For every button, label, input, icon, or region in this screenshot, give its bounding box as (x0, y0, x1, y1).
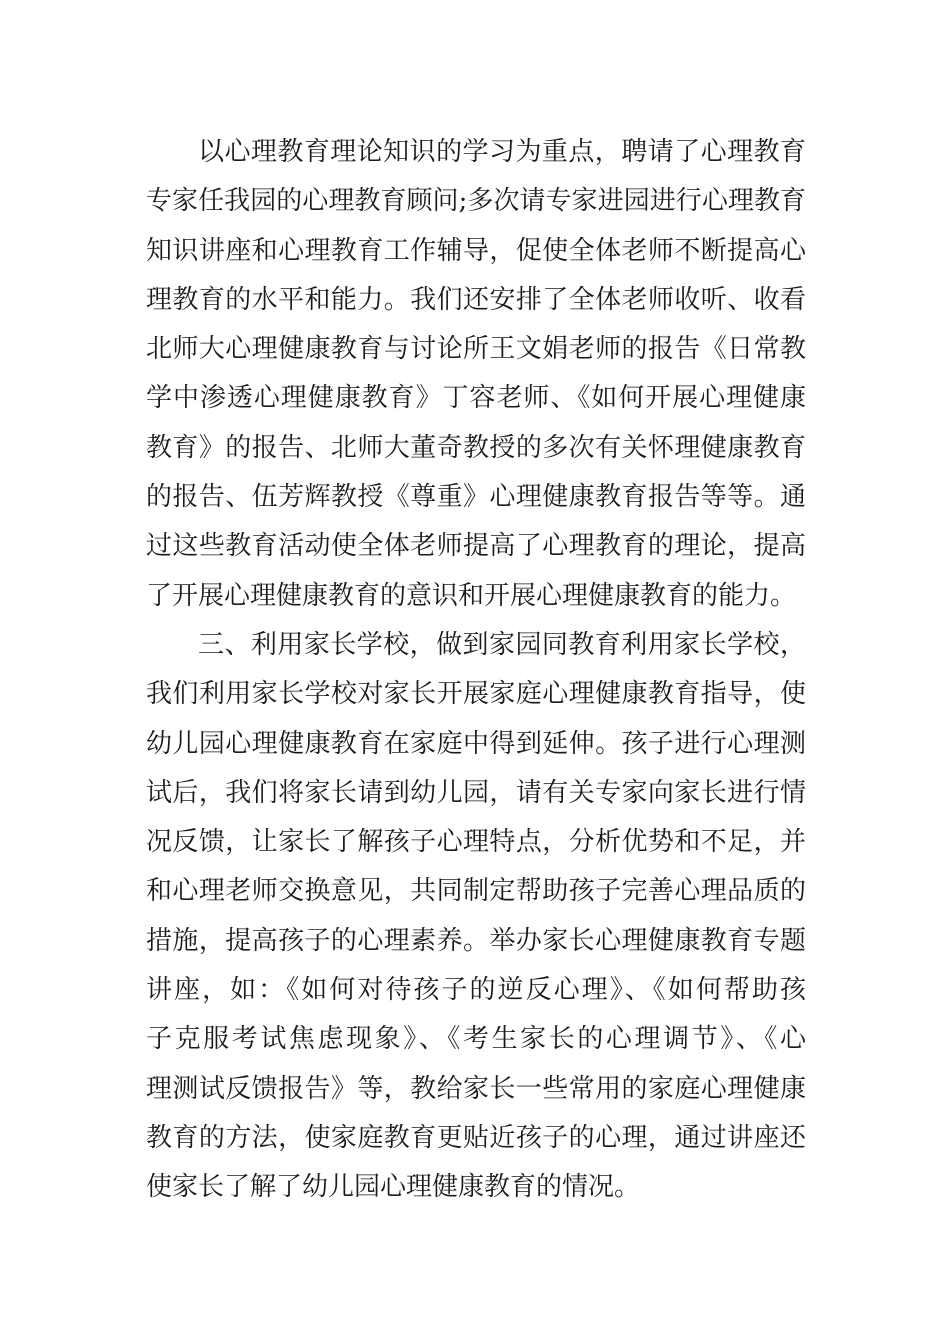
paragraph-line: 以心理教育理论知识的学习为重点，聘请了心理教育 (198, 137, 806, 167)
paragraph-line: 过这些教育活动使全体老师提高了心理教育的理论，提高 (146, 531, 806, 562)
paragraph-line: 三、利用家长学校，做到家园同教育利用家长学校， (198, 629, 806, 660)
paragraph-line: 使家长了解了幼儿园心理健康教育的情况。 (146, 1172, 641, 1203)
paragraph-line: 知识讲座和心理教育工作辅导，促使全体老师不断提高心 (146, 235, 806, 266)
paragraph-line: 教育的方法，使家庭教育更贴近孩子的心理，通过讲座还 (146, 1122, 806, 1153)
paragraph-line: 和心理老师交换意见，共同制定帮助孩子完善心理品质的 (146, 876, 806, 907)
paragraph-2 (146, 621, 806, 1213)
paragraph-line: 理教育的水平和能力。我们还安排了全体老师收听、收看 (146, 284, 806, 315)
paragraph-line: 学中渗透心理健康教育》丁容老师、《如何开展心理健康 (146, 383, 806, 414)
paragraph-line: 我们利用家长学校对家长开展家庭心理健康教育指导，使 (146, 679, 806, 710)
paragraph-line: 专家任我园的心理教育顾问;多次请专家进园进行心理教育 (146, 186, 806, 217)
paragraph-line: 试后，我们将家长请到幼儿园，请有关专家向家长进行情 (146, 777, 806, 808)
paragraph-line: 教育》的报告、北师大董奇教授的多次有关怀理健康教育 (146, 432, 806, 463)
paragraph-1 (146, 128, 806, 621)
paragraph-line: 况反馈，让家长了解孩子心理特点，分析优势和不足，并 (146, 827, 806, 858)
paragraph-line: 北师大心理健康教育与讨论所王文娟老师的报告《日常教 (146, 334, 806, 365)
paragraph-line: 子克服考试焦虑现象》、《考生家长的心理调节》、《心 (146, 1024, 806, 1055)
paragraph-line: 的报告、伍芳辉教授《尊重》心理健康教育报告等等。通 (146, 482, 806, 513)
paragraph-line: 幼儿园心理健康教育在家庭中得到延伸。孩子进行心理测 (146, 728, 806, 759)
paragraph-line: 了开展心理健康教育的意识和开展心理健康教育的能力。 (146, 580, 797, 611)
paragraph-line: 措施，提高孩子的心理素养。举办家长心理健康教育专题 (146, 925, 806, 956)
document-body (146, 128, 806, 1213)
paragraph-line: 讲座，如：《如何对待孩子的逆反心理》、《如何帮助孩 (146, 975, 806, 1006)
paragraph-line: 理测试反馈报告》等，教给家长一些常用的家庭心理健康 (146, 1073, 806, 1104)
